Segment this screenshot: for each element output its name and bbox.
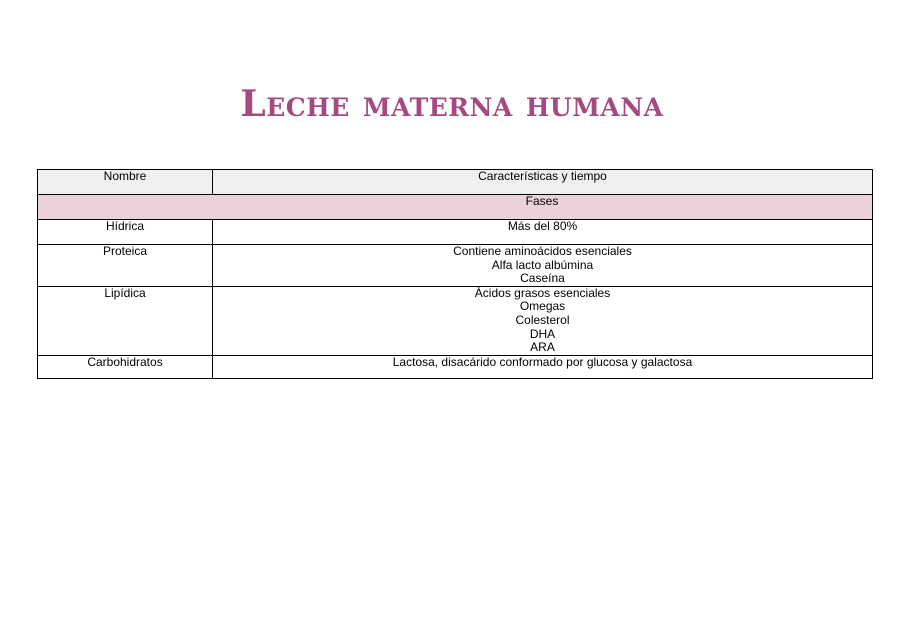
characteristic-line: Colesterol [515, 312, 570, 327]
table-header-row [38, 170, 873, 195]
row-name: Hídrica [38, 220, 213, 245]
table-row [38, 245, 873, 287]
row-characteristics [213, 286, 873, 355]
characteristic-line: Contiene aminoácidos esenciales [453, 244, 632, 258]
row-characteristics [213, 355, 873, 378]
characteristic-line: ARA [530, 340, 555, 355]
phases-table [37, 169, 873, 379]
table-row [38, 355, 873, 378]
characteristic-line: Caseína [520, 271, 565, 286]
page-title: Leche materna humana [240, 83, 664, 125]
table-row [38, 286, 873, 355]
row-characteristics [213, 245, 873, 287]
table-row [38, 220, 873, 245]
characteristic-line: Más del 80% [507, 219, 578, 233]
characteristic-line: Alfa lacto albúmina [491, 257, 594, 272]
characteristic-line: Ácidos grasos esenciales [474, 285, 611, 300]
section-row [38, 195, 873, 220]
row-name: Proteica [38, 245, 213, 287]
header-name: Nombre [38, 170, 213, 195]
row-name: Carbohidratos [38, 355, 213, 378]
characteristic-line: DHA [529, 326, 556, 341]
header-characteristics: Características y tiempo [213, 170, 873, 195]
characteristic-line: Omegas [519, 299, 566, 314]
characteristic-line: Lactosa, disacárido conformado por glucosa y galactosa [392, 354, 693, 369]
row-name: Lipídica [38, 286, 213, 355]
section-label: Fases [38, 195, 873, 220]
row-characteristics [213, 220, 873, 245]
